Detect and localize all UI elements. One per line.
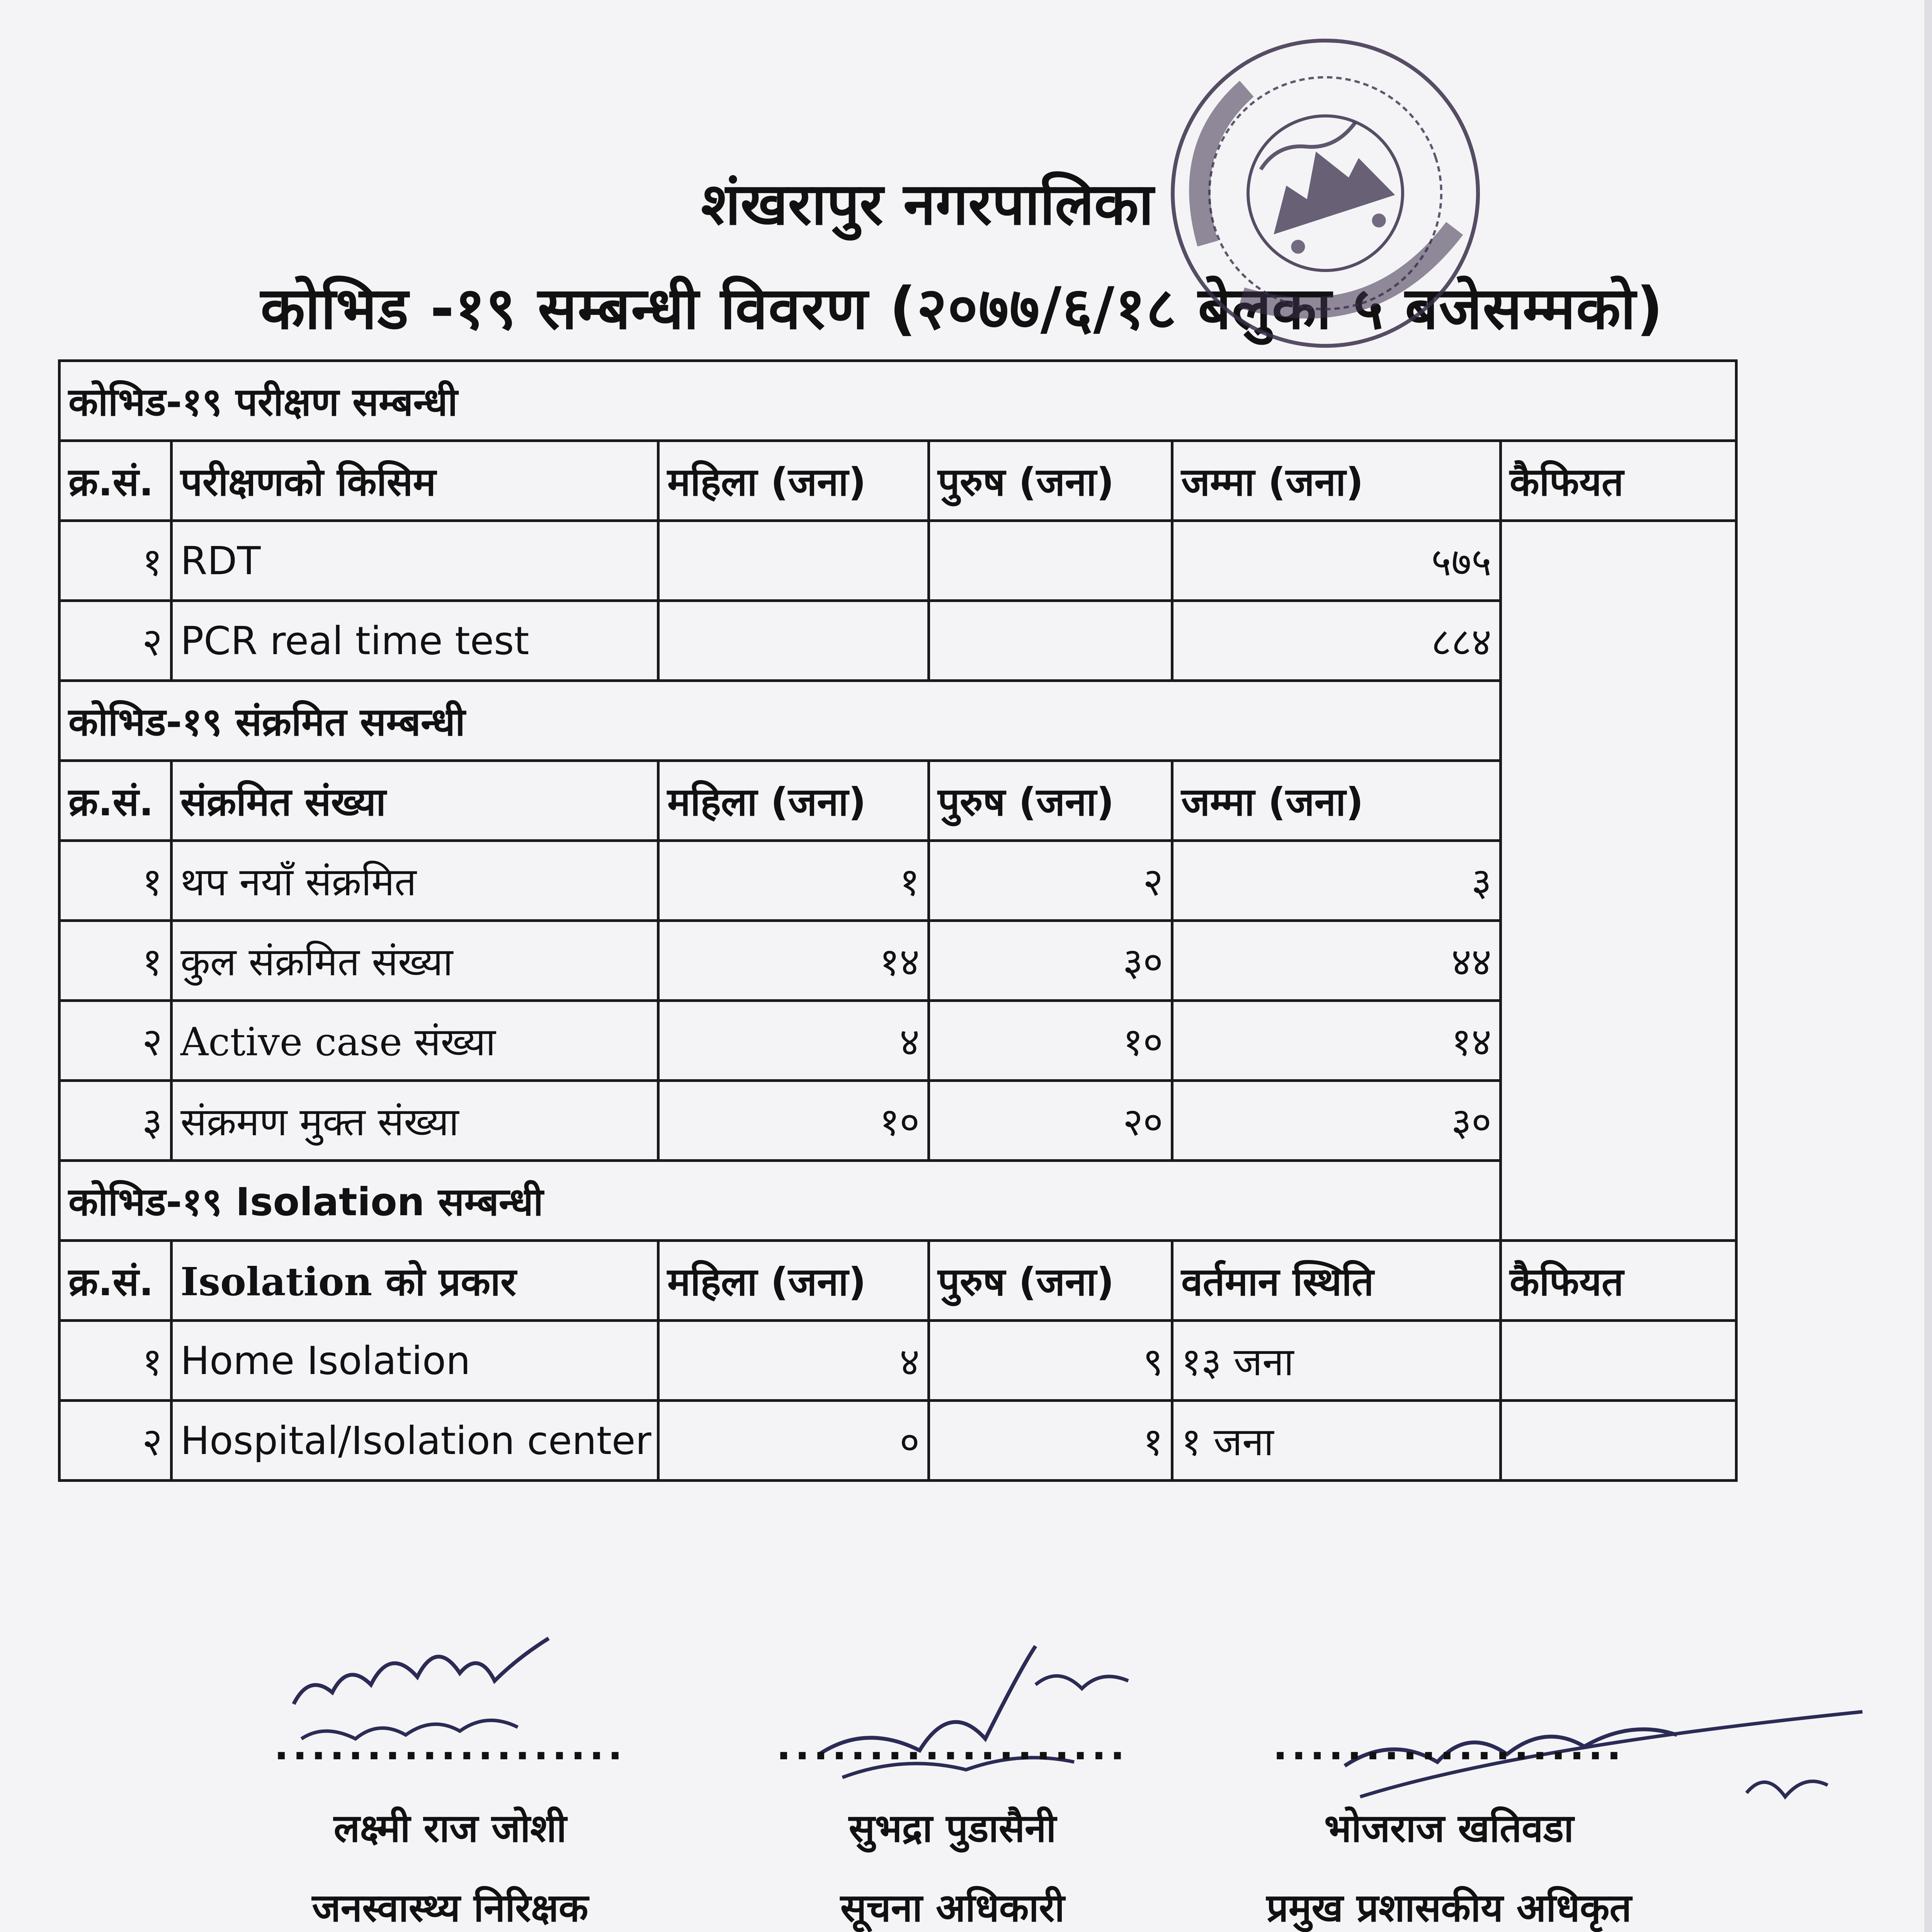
table-row [60,1401,1736,1481]
cell-total: ८८४ [1172,601,1501,681]
table-row [60,841,1736,921]
cell-status: १३ जना [1172,1321,1501,1401]
table-row [60,1321,1736,1401]
cell-male: ३० [929,921,1172,1001]
signatory-designation: प्रमुख प्रशासकीय अधिकृत [1266,1885,1632,1930]
scan-edge [1924,0,1932,1932]
col-header-remarks: कैफियत [1501,441,1736,521]
cell-type: कुल संक्रमित संख्या [172,921,658,1001]
cell-male: १० [929,1001,1172,1081]
table-row [60,521,1736,601]
col-header-remarks: कैफियत [1501,1241,1736,1321]
col-header-sn: क्र.सं. [60,441,172,521]
cell-remarks [1501,521,1736,1241]
col-header-type: परीक्षणको किसिम [172,441,658,521]
cell-type: Active case संख्या [172,1001,658,1081]
cell-male: २० [929,1081,1172,1161]
signatory-block [209,1723,692,1932]
cell-male [929,601,1172,681]
cell-sn: ३ [60,1081,172,1161]
cell-female: ४ [658,1321,929,1401]
col-header-type: संक्रमित संख्या [172,761,658,841]
col-header-total: जम्मा (जना) [1172,441,1501,521]
cell-type: PCR real time test [172,601,658,681]
signatory-designation: जनस्वास्थ्य निरिक्षक [312,1885,588,1930]
cell-female: १ [658,841,929,921]
table-row [60,1001,1736,1081]
col-header-female: महिला (जना) [658,761,929,841]
report-title: कोभिड -१९ सम्बन्धी विवरण (२०७७/६/१८ बेलुका ५ बजेसम्मको) [260,275,1664,342]
infected-section-title: कोभिड-१९ संक्रमित सम्बन्धी [60,681,1501,761]
cell-male: ९ [929,1321,1172,1401]
signatory-name: लक्ष्मी राज जोशी [333,1806,567,1851]
cell-type: Hospital/Isolation center [172,1401,658,1481]
testing-section-title: कोभिड-१९ परीक्षण सम्बन्धी [60,361,1736,441]
cell-total: १४ [1172,1001,1501,1081]
header-row [60,441,1736,521]
cell-type: थप नयाँ संक्रमित [172,841,658,921]
section-row [60,1161,1736,1241]
cell-sn: २ [60,1001,172,1081]
cell-female: १० [658,1081,929,1161]
cell-male: २ [929,841,1172,921]
isolation-section-title: कोभिड-१९ Isolation सम्बन्धी [60,1161,1736,1241]
cell-total: ४४ [1172,921,1501,1001]
cell-sn: २ [60,1401,172,1481]
table-row [60,601,1736,681]
signature-line: ................... [274,1723,626,1769]
cell-female [658,521,929,601]
cell-status: १ जना [1172,1401,1501,1481]
cell-female: ० [658,1401,929,1481]
cell-total: ३ [1172,841,1501,921]
col-header-total: जम्मा (जना) [1172,761,1501,841]
organization-title: शंखरापुर नगरपालिका [701,171,1154,238]
cell-type: RDT [172,521,658,601]
table-row [60,921,1736,1001]
signatory-designation: सूचना अधिकारी [840,1885,1065,1930]
cell-sn: १ [60,921,172,1001]
signatory-name: सुभद्रा पुडासैनी [849,1806,1056,1851]
header-row [60,761,1736,841]
col-header-male: पुरुष (जना) [929,761,1172,841]
col-header-status: वर्तमान स्थिति [1172,1241,1501,1321]
cell-total: ५७५ [1172,521,1501,601]
signature-line: ................... [1273,1723,1625,1769]
section-row [60,361,1736,441]
col-header-female: महिला (जना) [658,1241,929,1321]
cell-type: Home Isolation [172,1321,658,1401]
covid-report-table [58,359,1738,1482]
cell-remarks [1501,1401,1736,1481]
cell-sn: १ [60,1321,172,1401]
cell-female: ४ [658,1001,929,1081]
signatory-block [1198,1723,1700,1932]
col-header-sn: क्र.सं. [60,1241,172,1321]
cell-total: ३० [1172,1081,1501,1161]
col-header-sn: क्र.सं. [60,761,172,841]
signatory-block [711,1723,1194,1932]
header-row [60,1241,1736,1321]
cell-male: १ [929,1401,1172,1481]
cell-sn: १ [60,841,172,921]
col-header-female: महिला (जना) [658,441,929,521]
col-header-male: पुरुष (जना) [929,441,1172,521]
signatory-name: भोजराज खतिवडा [1324,1806,1574,1851]
cell-female [658,601,929,681]
cell-remarks [1501,1321,1736,1401]
col-header-type: Isolation को प्रकार [172,1241,658,1321]
cell-sn: २ [60,601,172,681]
cell-female: १४ [658,921,929,1001]
cell-male [929,521,1172,601]
col-header-male: पुरुष (जना) [929,1241,1172,1321]
table-row [60,1081,1736,1161]
signature-line: ................... [776,1723,1129,1769]
cell-sn: १ [60,521,172,601]
section-row [60,681,1736,761]
cell-type: संक्रमण मुक्त संख्या [172,1081,658,1161]
